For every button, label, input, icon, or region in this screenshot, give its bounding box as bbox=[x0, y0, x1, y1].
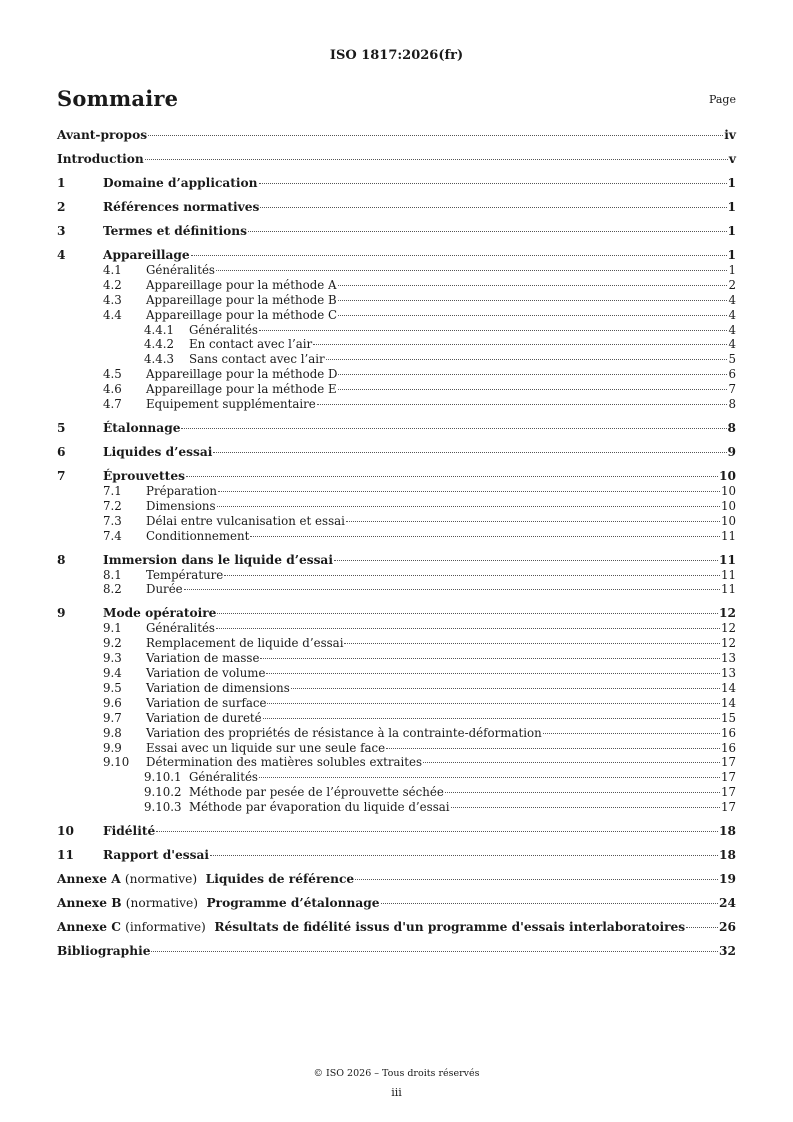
toc-entry-number: 4.2 bbox=[103, 277, 122, 292]
toc-entry[interactable] bbox=[57, 128, 736, 142]
document-header: ISO 1817:2026(fr) bbox=[329, 48, 464, 63]
toc-entry-label: Méthode par évaporation du liquide d’essai bbox=[189, 800, 450, 815]
page-number: iii bbox=[391, 1086, 402, 1099]
annex-qualifier: (normative) bbox=[124, 872, 198, 887]
toc-entry-number: 9.2 bbox=[103, 636, 122, 651]
toc-entry-page: 19 bbox=[719, 872, 736, 887]
annex-qualifier: (informative) bbox=[125, 920, 206, 935]
toc-entry-page: 1 bbox=[727, 176, 736, 190]
toc-entry-page: 12 bbox=[720, 636, 736, 651]
toc-entry[interactable] bbox=[57, 896, 736, 910]
toc-entry-label: Sans contact avec l’air bbox=[189, 352, 325, 367]
toc-entry-label: En contact avec l’air bbox=[189, 337, 313, 352]
toc-entry-label: Termes et définitions bbox=[103, 224, 247, 238]
toc-entry[interactable] bbox=[57, 711, 736, 725]
toc-entry-page: 4 bbox=[728, 337, 736, 352]
toc-entry-page: 1 bbox=[727, 200, 736, 214]
toc-entry[interactable] bbox=[57, 263, 736, 277]
toc-entry-page: 32 bbox=[719, 944, 736, 959]
toc-entry-label: Généralités bbox=[146, 621, 215, 636]
toc-entry-page: 5 bbox=[728, 352, 736, 367]
toc-entry-page: 24 bbox=[719, 896, 736, 911]
annex-title: Liquides de référence bbox=[205, 872, 355, 887]
leader-dots bbox=[338, 374, 727, 375]
page-column-label: Page bbox=[708, 93, 736, 106]
toc-entry-number: 9.8 bbox=[103, 725, 122, 740]
leader-dots bbox=[224, 575, 720, 576]
toc-entry-label bbox=[57, 896, 380, 910]
toc-entry-page: 10 bbox=[720, 483, 736, 498]
toc-entry[interactable] bbox=[57, 514, 736, 528]
toc-entry[interactable] bbox=[57, 397, 736, 411]
leader-dots bbox=[266, 673, 720, 674]
toc-entry[interactable] bbox=[57, 848, 736, 862]
toc-entry-page: 2 bbox=[728, 277, 736, 292]
toc-entry-number: 7.3 bbox=[103, 513, 122, 528]
toc-entry[interactable] bbox=[57, 484, 736, 498]
toc-entry-number: 8.2 bbox=[103, 582, 122, 597]
toc-entry[interactable] bbox=[57, 278, 736, 292]
toc-entry-page: 17 bbox=[720, 755, 736, 770]
toc-entry-page: 12 bbox=[720, 621, 736, 636]
toc-entry-page: 13 bbox=[720, 666, 736, 680]
toc-entry-page: 4 bbox=[728, 307, 736, 322]
toc-entry-label: Température bbox=[146, 567, 224, 582]
toc-entry-number: 11 bbox=[57, 848, 74, 863]
toc-entry[interactable] bbox=[57, 666, 736, 680]
toc-entry-number: 4.1 bbox=[103, 262, 122, 277]
annex-label: Annexe B bbox=[57, 896, 122, 911]
toc-entry[interactable] bbox=[57, 944, 736, 958]
toc-entry-page: 12 bbox=[719, 606, 736, 621]
toc-entry-label: Appareillage pour la méthode A bbox=[146, 277, 337, 292]
toc-entry-page: 11 bbox=[720, 528, 736, 543]
toc-entry-label: Variation de volume bbox=[146, 666, 266, 680]
leader-dots bbox=[250, 536, 720, 537]
toc-entry-number: 9.7 bbox=[103, 710, 122, 725]
leader-dots bbox=[216, 628, 720, 629]
toc-entry[interactable] bbox=[57, 920, 736, 934]
toc-entry-number: 9.4 bbox=[103, 666, 122, 680]
leader-dots bbox=[217, 613, 718, 614]
page-title: Sommaire bbox=[57, 86, 179, 111]
toc-entry-page: 11 bbox=[720, 567, 736, 582]
toc-entry[interactable] bbox=[57, 636, 736, 650]
toc-entry[interactable] bbox=[57, 681, 736, 695]
leader-dots bbox=[259, 777, 720, 778]
leader-dots bbox=[334, 560, 718, 561]
toc-entry-label: Appareillage pour la méthode E bbox=[146, 382, 337, 397]
toc-entry-label: Variation de dureté bbox=[146, 710, 262, 725]
toc-entry-page: 4 bbox=[728, 292, 736, 307]
leader-dots bbox=[543, 733, 720, 734]
toc-entry[interactable] bbox=[57, 529, 736, 543]
toc-entry[interactable] bbox=[57, 421, 736, 435]
toc-entry-page: 18 bbox=[719, 824, 736, 839]
toc-entry-label: Généralités bbox=[189, 322, 258, 337]
annex-title: Résultats de fidélité issus d'un programme d'essais interlaboratoires bbox=[214, 920, 686, 935]
leader-dots bbox=[186, 476, 718, 477]
leader-dots bbox=[267, 703, 720, 704]
toc-entry-number: 9.9 bbox=[103, 740, 122, 755]
toc-entry-label: Fidélité bbox=[103, 824, 156, 839]
copyright-footer: © ISO 2026 – Tous droits réservés bbox=[313, 1068, 480, 1079]
toc-entry-label: Remplacement de liquide d’essai bbox=[146, 636, 344, 651]
toc-entry-number: 2 bbox=[57, 200, 66, 214]
toc-entry-number: 9.10.1 bbox=[144, 770, 182, 785]
toc-entry[interactable] bbox=[57, 696, 736, 710]
leader-dots bbox=[248, 231, 727, 232]
toc-entry-page: 1 bbox=[727, 224, 736, 238]
leader-dots bbox=[338, 300, 728, 301]
toc-entry-label: Appareillage bbox=[103, 248, 190, 262]
toc-entry-number: 7.1 bbox=[103, 483, 122, 498]
toc-entry-number: 4.6 bbox=[103, 382, 122, 397]
toc-entry-number: 9.10.2 bbox=[144, 785, 182, 800]
leader-dots bbox=[259, 183, 727, 184]
toc-entry-number: 4.3 bbox=[103, 292, 122, 307]
toc-entry[interactable] bbox=[57, 824, 736, 838]
toc-entry-page: 8 bbox=[727, 421, 736, 435]
toc-entry[interactable] bbox=[57, 323, 736, 337]
toc-entry-page: 1 bbox=[728, 262, 736, 277]
toc-entry[interactable] bbox=[57, 872, 736, 886]
toc-entry-page: 16 bbox=[720, 725, 736, 740]
toc-entry-label: Bibliographie bbox=[57, 944, 151, 959]
leader-dots bbox=[423, 762, 720, 763]
leader-dots bbox=[445, 792, 720, 793]
toc-entry-label: Appareillage pour la méthode B bbox=[146, 292, 337, 307]
toc-entry[interactable] bbox=[57, 200, 736, 214]
toc-entry-page: 10 bbox=[719, 469, 736, 483]
toc-entry[interactable] bbox=[57, 606, 736, 620]
leader-dots bbox=[145, 159, 728, 160]
toc-entry-page: 15 bbox=[720, 710, 736, 725]
leader-dots bbox=[451, 807, 720, 808]
toc-entry-number: 1 bbox=[57, 176, 66, 190]
toc-entry-label: Essai avec un liquide sur une seule face bbox=[146, 740, 386, 755]
toc-entry-label: Généralités bbox=[146, 262, 215, 277]
toc-entry-page: iv bbox=[724, 128, 736, 142]
leader-dots bbox=[148, 135, 723, 136]
leader-dots bbox=[346, 521, 720, 522]
toc-entry-number: 9.10.3 bbox=[144, 800, 182, 815]
leader-dots bbox=[338, 285, 728, 286]
toc-entry-label: Equipement supplémentaire bbox=[146, 397, 316, 411]
toc-entry-page: 18 bbox=[719, 848, 736, 863]
leader-dots bbox=[344, 643, 720, 644]
toc-entry-label: Variation des propriétés de résistance à la contrainte-déformation bbox=[146, 725, 542, 740]
toc-entry[interactable] bbox=[57, 651, 736, 665]
toc-entry-page: 4 bbox=[728, 322, 736, 337]
toc-entry-number: 4.4.2 bbox=[144, 337, 175, 352]
toc-entry-label: Références normatives bbox=[103, 200, 260, 214]
leader-dots bbox=[355, 879, 718, 880]
toc-entry[interactable] bbox=[57, 445, 736, 459]
toc-entry-label: Introduction bbox=[57, 152, 144, 166]
leader-dots bbox=[313, 344, 727, 345]
toc-entry-number: 5 bbox=[57, 421, 66, 435]
toc-entry-label: Variation de dimensions bbox=[146, 680, 290, 695]
toc-entry-number: 8.1 bbox=[103, 567, 122, 582]
toc-entry-number: 4 bbox=[57, 248, 66, 262]
toc-entry-number: 8 bbox=[57, 552, 66, 567]
toc-entry[interactable] bbox=[57, 308, 736, 322]
toc-entry-label: Domaine d’application bbox=[103, 176, 258, 190]
toc-entry-label: Appareillage pour la méthode C bbox=[146, 307, 338, 322]
toc-entry-number: 9.10 bbox=[103, 755, 130, 770]
toc-entry-number: 4.4.1 bbox=[144, 322, 175, 337]
toc-entry-page: 26 bbox=[719, 920, 736, 935]
toc-entry-number: 7.2 bbox=[103, 498, 122, 513]
leader-dots bbox=[210, 855, 718, 856]
toc-entry[interactable] bbox=[57, 741, 736, 755]
leader-dots bbox=[326, 359, 728, 360]
toc-entry-page: 9 bbox=[727, 445, 736, 459]
toc-entry-label: Délai entre vulcanisation et essai bbox=[146, 513, 345, 528]
toc-entry-number: 4.7 bbox=[103, 397, 122, 411]
toc-entry[interactable] bbox=[57, 152, 736, 166]
toc-entry[interactable] bbox=[57, 553, 736, 567]
toc-entry-label: Détermination des matières solubles extraites bbox=[146, 755, 423, 770]
toc-entry[interactable] bbox=[57, 293, 736, 307]
toc-entry-page: 7 bbox=[728, 382, 736, 397]
toc-entry[interactable] bbox=[57, 499, 736, 513]
toc-entry[interactable] bbox=[57, 367, 736, 381]
toc-entry-page: 11 bbox=[720, 582, 736, 597]
toc-entry[interactable] bbox=[57, 568, 736, 582]
leader-dots bbox=[386, 748, 720, 749]
toc-entry-label: Généralités bbox=[189, 770, 258, 785]
toc-entry-page: 17 bbox=[720, 785, 736, 800]
toc-entry-label: Variation de surface bbox=[146, 695, 267, 710]
toc-entry-number: 9.5 bbox=[103, 680, 122, 695]
toc-entry-number: 4.4 bbox=[103, 307, 122, 322]
leader-dots bbox=[218, 491, 720, 492]
toc-entry-page: 10 bbox=[720, 498, 736, 513]
leader-dots bbox=[338, 315, 727, 316]
toc-entry[interactable] bbox=[57, 248, 736, 262]
toc-entry-page: 6 bbox=[728, 367, 736, 382]
toc-entry-page: 10 bbox=[720, 513, 736, 528]
leader-dots bbox=[260, 658, 720, 659]
toc-entry-label: Préparation bbox=[146, 483, 218, 498]
toc-entry-number: 6 bbox=[57, 445, 66, 459]
toc-entry-label: Variation de masse bbox=[146, 651, 260, 666]
toc-entry-number: 9.3 bbox=[103, 651, 122, 666]
toc-entry-label: Appareillage pour la méthode D bbox=[146, 367, 338, 382]
annex-label: Annexe A bbox=[57, 872, 121, 887]
toc-entry-label: Rapport d'essai bbox=[103, 848, 210, 863]
toc-entry-label: Dimensions bbox=[146, 498, 216, 513]
toc-entry[interactable] bbox=[57, 224, 736, 238]
leader-dots bbox=[156, 831, 718, 832]
toc-entry-number: 4.4.3 bbox=[144, 352, 175, 367]
leader-dots bbox=[181, 428, 726, 429]
leader-dots bbox=[217, 506, 720, 507]
toc-entry-page: 11 bbox=[719, 552, 736, 567]
toc-entry-page: 14 bbox=[720, 695, 736, 710]
toc-entry-number: 9.6 bbox=[103, 695, 122, 710]
leader-dots bbox=[151, 951, 718, 952]
toc-entry[interactable] bbox=[57, 469, 736, 483]
toc-entry-page: 13 bbox=[720, 651, 736, 666]
toc-entry-label: Conditionnement bbox=[146, 528, 250, 543]
leader-dots bbox=[259, 330, 728, 331]
leader-dots bbox=[184, 589, 720, 590]
toc-entry-page: v bbox=[728, 152, 736, 166]
leader-dots bbox=[291, 688, 720, 689]
toc-entry[interactable] bbox=[57, 621, 736, 635]
toc-entry[interactable] bbox=[57, 770, 736, 784]
toc-entry-label: Avant-propos bbox=[57, 128, 148, 142]
toc-entry-label: Éprouvettes bbox=[103, 469, 185, 483]
toc-entry-number: 4.5 bbox=[103, 367, 122, 382]
toc-entry[interactable] bbox=[57, 382, 736, 396]
toc-entry-label bbox=[57, 920, 685, 934]
annex-qualifier: (normative) bbox=[125, 896, 198, 911]
toc-entry-page: 17 bbox=[720, 770, 736, 785]
leader-dots bbox=[263, 718, 720, 719]
toc-entry[interactable] bbox=[57, 785, 736, 799]
toc-entry-number: 9 bbox=[57, 606, 66, 621]
toc-entry[interactable] bbox=[57, 352, 736, 366]
leader-dots bbox=[381, 903, 718, 904]
leader-dots bbox=[191, 255, 727, 256]
toc-entry-page: 1 bbox=[727, 248, 736, 262]
toc-entry-label: Immersion dans le liquide d’essai bbox=[103, 552, 333, 567]
leader-dots bbox=[317, 404, 728, 405]
leader-dots bbox=[338, 389, 728, 390]
toc-entry-label bbox=[57, 872, 354, 886]
toc-entry-page: 8 bbox=[728, 397, 736, 411]
leader-dots bbox=[260, 207, 726, 208]
toc-entry[interactable] bbox=[57, 176, 736, 190]
annex-title: Programme d’étalonnage bbox=[206, 896, 380, 911]
toc-entry-page: 17 bbox=[720, 800, 736, 815]
toc-entry-page: 14 bbox=[720, 680, 736, 695]
toc-entry-label: Liquides d’essai bbox=[103, 445, 213, 459]
toc-entry-label: Durée bbox=[146, 582, 183, 597]
toc-entry[interactable] bbox=[57, 582, 736, 596]
toc-entry-label: Méthode par pesée de l’éprouvette séchée bbox=[189, 785, 444, 800]
toc-entry[interactable] bbox=[57, 755, 736, 769]
annex-label: Annexe C bbox=[57, 920, 121, 935]
toc-entry-number: 3 bbox=[57, 224, 66, 238]
leader-dots bbox=[213, 452, 726, 453]
toc-entry-number: 9.1 bbox=[103, 621, 122, 636]
toc-entry-label: Étalonnage bbox=[103, 421, 181, 435]
leader-dots bbox=[686, 927, 718, 928]
toc-entry-number: 7.4 bbox=[103, 528, 122, 543]
toc-entry-number: 10 bbox=[57, 824, 74, 839]
toc-entry-page: 16 bbox=[720, 740, 736, 755]
toc-entry[interactable] bbox=[57, 726, 736, 740]
toc-entry-label: Mode opératoire bbox=[103, 606, 217, 621]
leader-dots bbox=[216, 270, 728, 271]
toc-entry[interactable] bbox=[57, 800, 736, 814]
toc-entry-number: 7 bbox=[57, 469, 66, 483]
toc-entry[interactable] bbox=[57, 337, 736, 351]
